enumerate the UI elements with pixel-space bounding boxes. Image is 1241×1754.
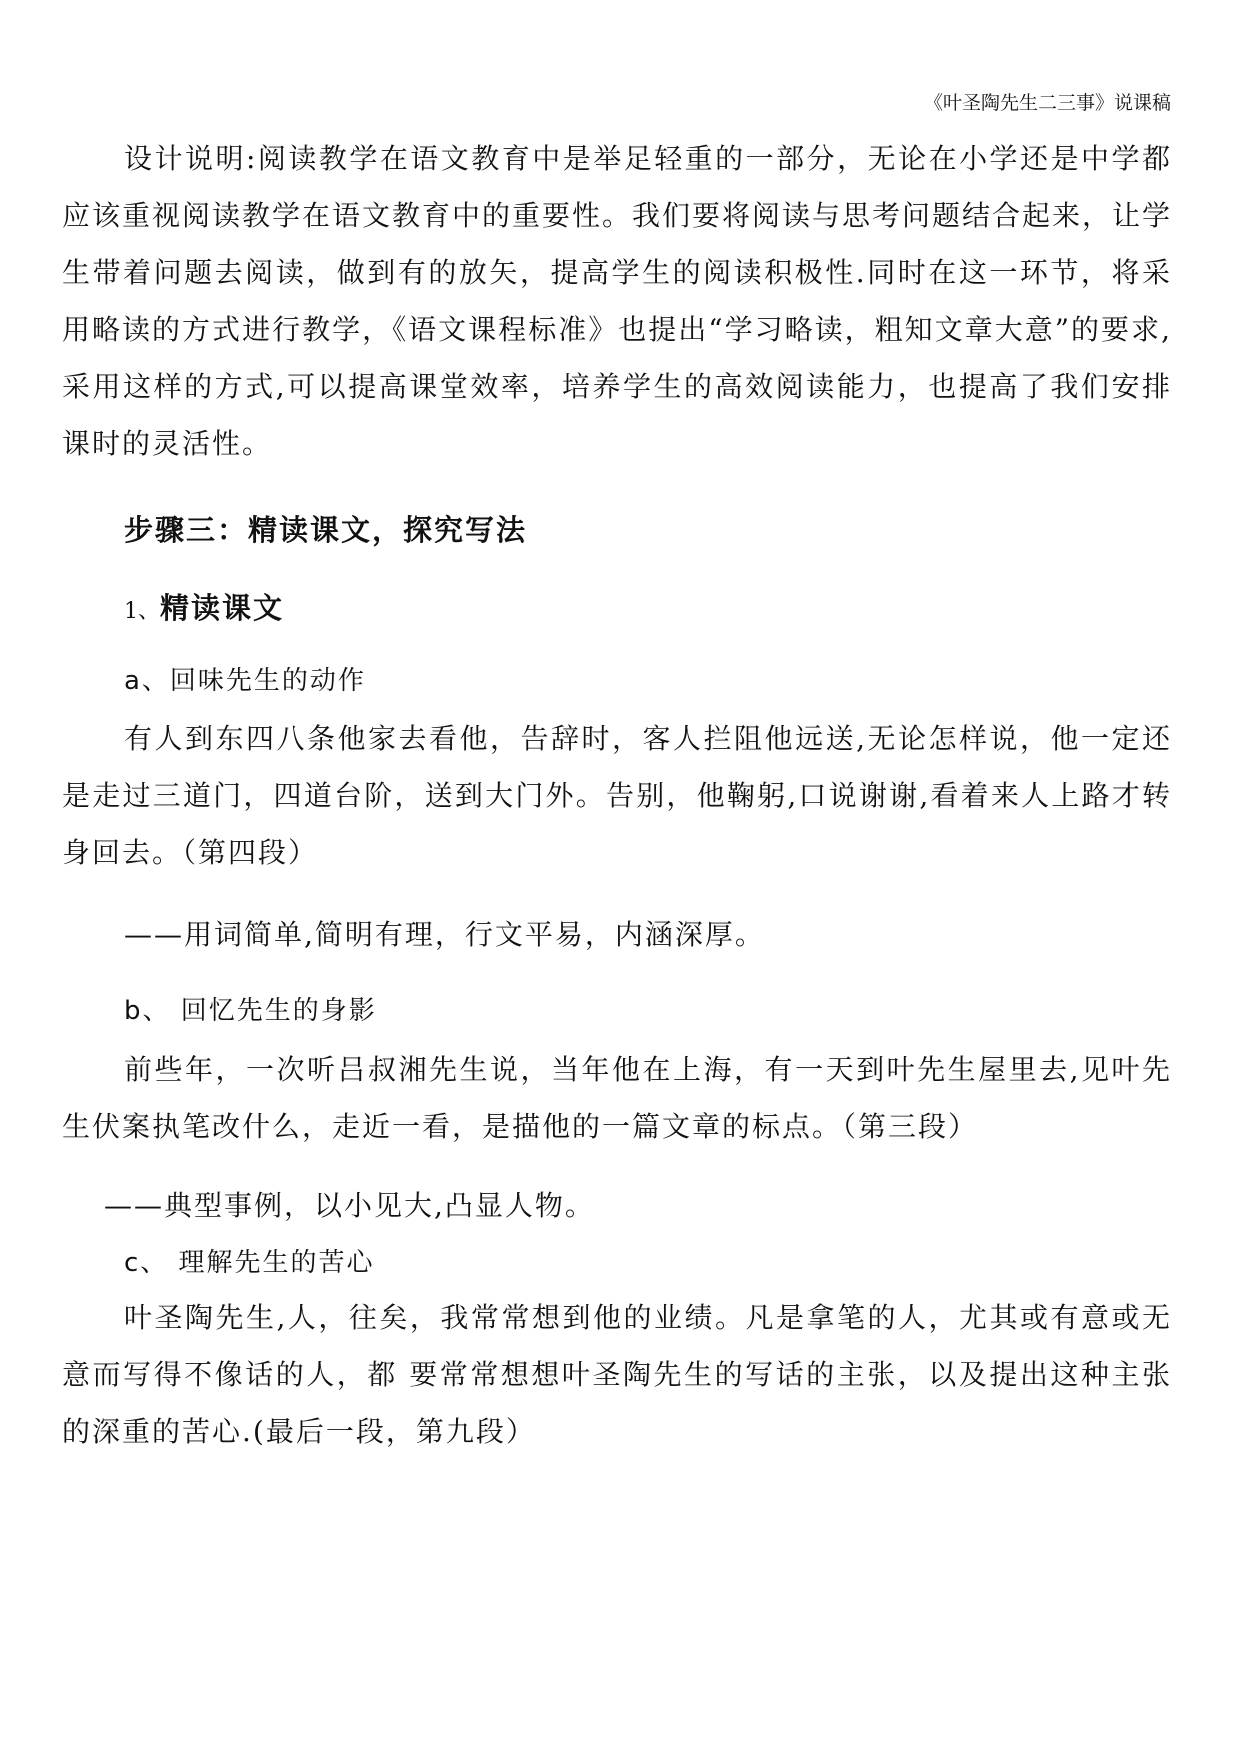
design-note-paragraph: 设计说明:阅读教学在语文教育中是举足轻重的一部分，无论在小学还是中学都应该重视阅读教学在语文教育中的重要性。我们要将阅读与思考问题结合起来，让学生带着问题去阅读，做到有的放矢，提高学生的阅读积极性.同时在这一环节，将采用略读的方式进行教学，《语文课程标准》也提出“学习略读，粗知文章大意”的要求,采用这样的方式,可以提高课堂效率，培养学生的高效阅读能力，也提高了我们安排课时的灵活性。 [62,142,1173,460]
page-header: 《叶圣陶先生二三事》说课稿 [923,92,1171,114]
section1-title: 精读课文 [160,591,285,625]
step3-heading: 步骤三：精读课文，探究写法 [124,513,528,547]
section1-number: 1、 [124,599,160,624]
section1-heading [124,586,284,627]
item-a-quote: 有人到东四八条他家去看他，告辞时，客人拦阻他远送,无论怎样说，他一定还是走过三道门，四道台阶，送到大门外。告别，他鞠躬,口说谢谢,看着来人上路才转身回去。（第四段） [62,722,1172,869]
item-a-comment: ——用词简单,简明有理，行文平易，内涵深厚。 [124,918,765,951]
item-c-quote: 叶圣陶先生,人，往矣，我常常想到他的业绩。凡是拿笔的人，尤其或有意或无意而写得不像话的人，都 要常常想想叶圣陶先生的写话的主张，以及提出这种主张的深重的苦心.(最后一段，第九段） [62,1301,1172,1448]
item-b-comment: ——典型事例，以小见大,凸显人物。 [104,1189,595,1222]
item-b-title: b、 回忆先生的身影 [124,996,377,1026]
item-c-title: c、 理解先生的苦心 [124,1248,375,1278]
item-b-quote: 前些年，一次听吕叔湘先生说，当年他在上海，有一天到叶先生屋里去,见叶先生伏案执笔改什么，走近一看，是描他的一篇文章的标点。（第三段） [62,1053,1172,1143]
item-a-title: a、回味先生的动作 [124,666,366,696]
